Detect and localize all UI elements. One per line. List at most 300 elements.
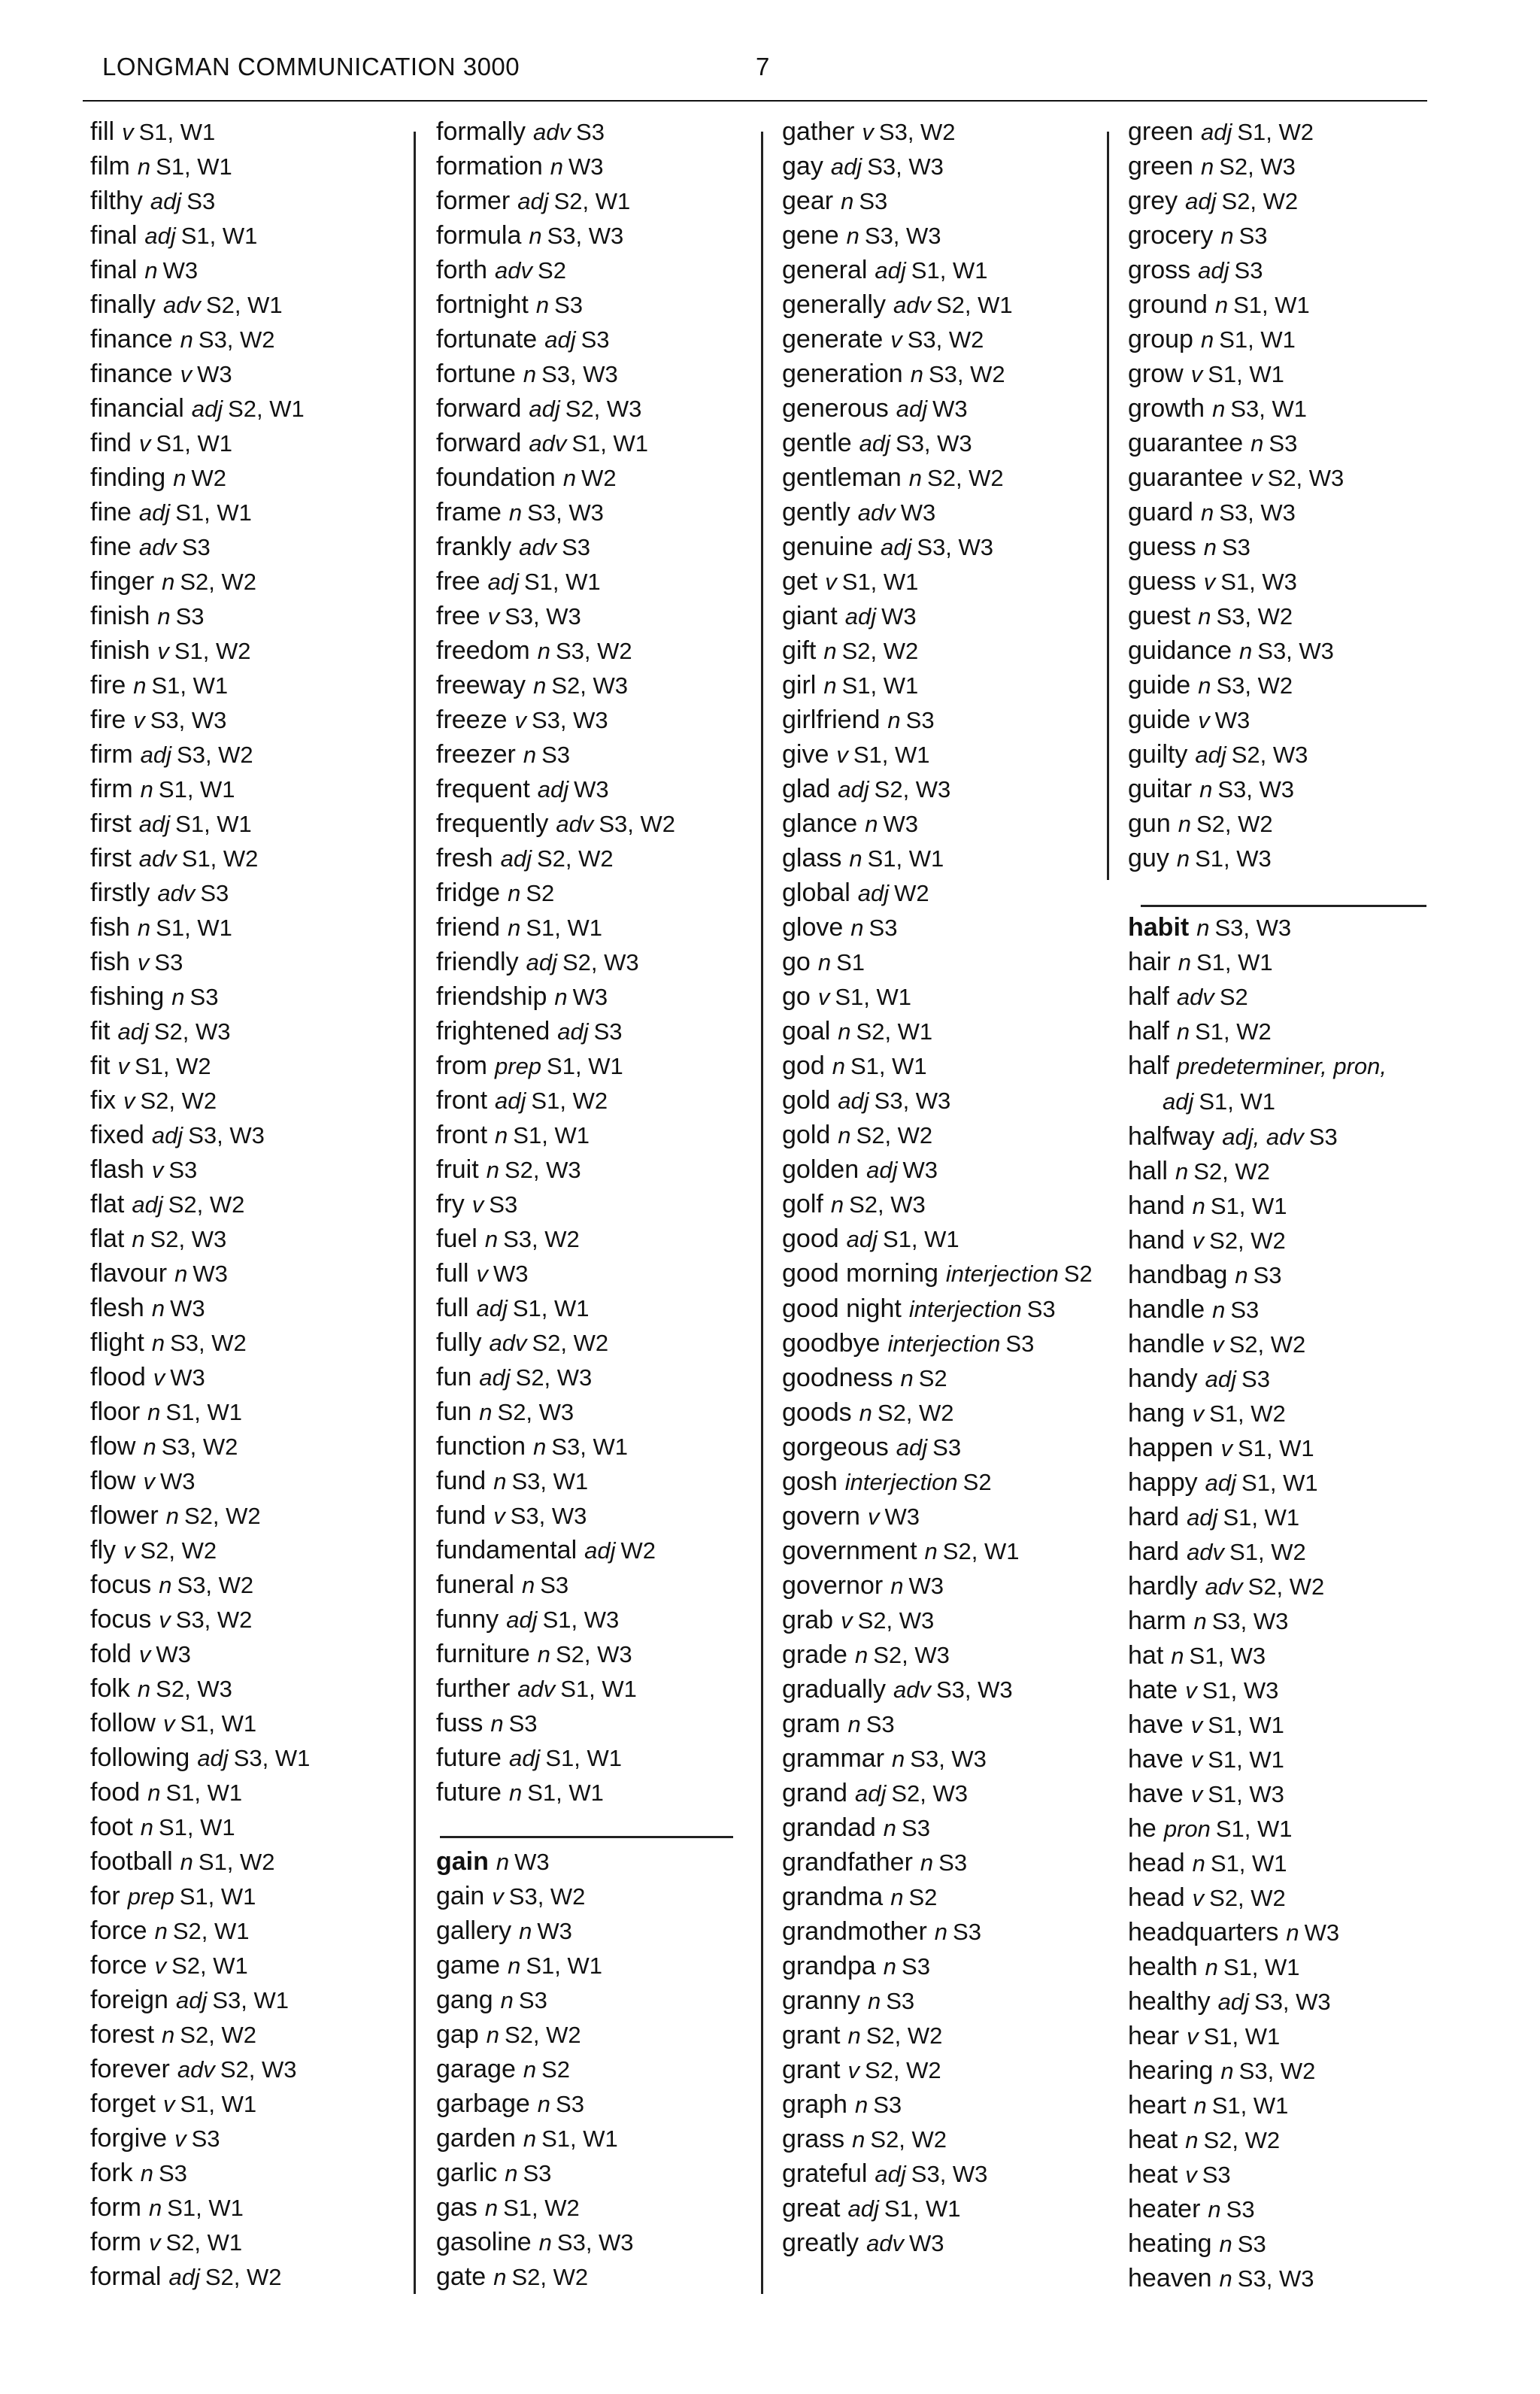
headword: graph [782, 2090, 847, 2119]
frequency-code: S1, W1 [1223, 1954, 1300, 1980]
part-of-speech: adv [1187, 1539, 1225, 1565]
part-of-speech: v [1190, 1746, 1203, 1773]
frequency-code: S3, W2 [508, 1883, 586, 1910]
frequency-code: S1, W1 [1210, 1193, 1287, 1219]
entry-row [782, 1983, 1105, 2018]
frequency-code: S3 [556, 2091, 584, 2117]
frequency-code: S3, W3 [1217, 776, 1294, 803]
entry-row [1128, 1188, 1451, 1223]
frequency-code: S3, W3 [1257, 638, 1334, 664]
frequency-code: S1, W1 [841, 672, 919, 699]
frequency-code: S2 [918, 1365, 947, 1391]
frequency-code: S2, W3 [551, 672, 628, 699]
entry-row [782, 702, 1105, 737]
entry-row [436, 1983, 759, 2017]
headword: good night [782, 1294, 902, 1323]
part-of-speech: n [529, 223, 542, 249]
headword: government [782, 1537, 917, 1565]
entry-row [90, 1775, 414, 1810]
frequency-code: S3, W3 [864, 223, 941, 249]
frequency-code: S3 [200, 880, 229, 906]
headword: health [1128, 1953, 1198, 1981]
part-of-speech: v [1212, 1331, 1224, 1358]
entry-row [1128, 287, 1451, 322]
headword: gain [436, 1847, 489, 1876]
frequency-code: S2 [962, 1469, 992, 1495]
part-of-speech: n [523, 2056, 537, 2083]
frequency-code: S2, W1 [172, 1918, 250, 1944]
frequency-code: S3, W2 [1216, 603, 1293, 630]
frequency-code: S3, W2 [161, 1434, 238, 1460]
frequency-code: S3, W2 [878, 119, 956, 145]
frequency-code: S1, W1 [156, 153, 232, 180]
headword: grandad [782, 1813, 876, 1842]
entry-row [436, 668, 759, 702]
frequency-code: W3 [1304, 1919, 1340, 1946]
entry-row [90, 1913, 414, 1948]
part-of-speech: adj [526, 949, 557, 976]
part-of-speech: v [867, 1503, 880, 1530]
entry-row [1128, 1154, 1451, 1188]
part-of-speech: n [533, 1434, 547, 1460]
entry-row [90, 1706, 414, 1740]
frequency-code: S1, W1 [167, 2195, 244, 2221]
frequency-code: S1, W1 [151, 672, 229, 699]
headword: giant [782, 602, 838, 630]
part-of-speech: adj [544, 326, 576, 353]
part-of-speech: adv [489, 1330, 527, 1356]
headword: gas [436, 2193, 477, 2222]
frequency-code: S1, W1 [1223, 1504, 1300, 1531]
headword: fire [90, 705, 126, 734]
frequency-code: S2 [1063, 1261, 1093, 1287]
part-of-speech: n [484, 1226, 499, 1252]
entry-row [436, 1948, 759, 1983]
entry-row [90, 391, 414, 426]
frequency-code: W3 [162, 257, 199, 284]
frequency-code: S3 [554, 292, 584, 318]
headword: food [90, 1778, 141, 1807]
part-of-speech: adv [533, 119, 571, 145]
headword: gram [782, 1710, 841, 1738]
part-of-speech: v [157, 638, 169, 664]
frequency-code: W3 [900, 499, 936, 526]
part-of-speech: n [823, 638, 837, 664]
entry-row [1128, 1465, 1451, 1500]
part-of-speech: adj [517, 188, 549, 214]
part-of-speech: n [1219, 2231, 1232, 2257]
entry-row [436, 426, 759, 460]
headword: he [1128, 1814, 1157, 1843]
frequency-code: S2, W1 [228, 396, 305, 422]
frequency-code: S1, W1 [841, 569, 919, 595]
headword: goods [782, 1398, 852, 1427]
headword: grade [782, 1640, 847, 1669]
entry-row [782, 1741, 1105, 1776]
headword: flow [90, 1432, 136, 1461]
headword: fit [90, 1017, 111, 1045]
part-of-speech: interjection [887, 1331, 1001, 1357]
frequency-code: S3 [489, 1191, 518, 1218]
headword: freezer [436, 740, 516, 769]
entry-row [436, 979, 759, 1014]
headword: forth [436, 256, 488, 284]
entry-row [90, 633, 414, 668]
frequency-code: S2, W3 [874, 776, 951, 803]
headword: front [436, 1086, 488, 1115]
entry-row [90, 1810, 414, 1844]
frequency-code: S2 [908, 1884, 938, 1910]
part-of-speech: n [1185, 2127, 1199, 2153]
frequency-code: S2, W2 [532, 1330, 609, 1356]
frequency-code: S2, W2 [511, 2264, 589, 2290]
entry-row [782, 2087, 1105, 2122]
entry-row [782, 564, 1105, 599]
frequency-code: S3, W3 [547, 223, 624, 249]
entry-row [1128, 2053, 1451, 2088]
frequency-code: S3, W1 [551, 1434, 628, 1460]
frequency-code: S3, W3 [188, 1122, 265, 1148]
part-of-speech: n [847, 2022, 861, 2049]
entry-row [782, 1395, 1105, 1430]
entry-row [436, 2086, 759, 2121]
headword: govern [782, 1502, 860, 1531]
part-of-speech: n [505, 2160, 518, 2186]
entry-row [90, 945, 414, 979]
headword: furniture [436, 1640, 530, 1668]
frequency-code: S2, W1 [171, 1953, 248, 1979]
headword: force [90, 1916, 147, 1945]
entry-row [782, 1014, 1105, 1048]
headword: gear [782, 187, 834, 215]
frequency-code: W3 [159, 1468, 196, 1494]
headword: girl [782, 671, 817, 699]
entry-row [436, 1602, 759, 1637]
entry-row [90, 287, 414, 322]
entry-row [1128, 2088, 1451, 2122]
headword: game [436, 1951, 501, 1980]
headword: granny [782, 1986, 860, 2015]
part-of-speech: adj [866, 1157, 898, 1183]
entry-row [90, 1637, 414, 1671]
part-of-speech: v [847, 2057, 859, 2083]
entry-row [1128, 218, 1451, 253]
part-of-speech: n [1200, 326, 1214, 353]
frequency-code: S1, W1 [911, 257, 988, 284]
frequency-code: S2, W2 [870, 2126, 947, 2153]
frequency-code: S3, W3 [935, 1676, 1013, 1703]
frequency-code: S2, W3 [153, 1018, 231, 1045]
frequency-code: S1, W1 [1208, 1712, 1284, 1738]
frequency-code: S1, W3 [1208, 1781, 1284, 1807]
headword: further [436, 1674, 511, 1703]
entry-row [1128, 1431, 1451, 1465]
frequency-code: S3 [873, 2092, 902, 2118]
headword: give [782, 740, 829, 769]
entry-row [1128, 737, 1451, 772]
part-of-speech: v [836, 742, 848, 768]
headword: glance [782, 809, 858, 838]
entry-row [436, 1498, 759, 1533]
part-of-speech: v [133, 707, 145, 733]
entry-row [1128, 1258, 1451, 1292]
entry-row [436, 2017, 759, 2052]
frequency-code: W3 [1214, 707, 1250, 733]
entry-row [782, 426, 1105, 460]
part-of-speech: n [1193, 1608, 1207, 1634]
headword: girlfriend [782, 705, 881, 734]
part-of-speech: n [852, 2126, 865, 2153]
frequency-code: S3 [181, 534, 211, 560]
part-of-speech: n [838, 1122, 851, 1148]
frequency-code: S2, W3 [1267, 465, 1344, 491]
part-of-speech: adv [866, 2230, 905, 2256]
frequency-code: W3 [170, 1364, 205, 1391]
headword: form [90, 2193, 141, 2222]
part-of-speech: adj [1205, 1366, 1237, 1392]
part-of-speech: adj [197, 1745, 229, 1771]
part-of-speech: adj [1185, 188, 1217, 214]
frequency-code: S3 [158, 2160, 187, 2186]
frequency-code: S2, W2 [180, 2022, 256, 2048]
headword: fit [90, 1051, 111, 1080]
frequency-code: S1, W1 [1211, 2092, 1289, 2119]
headword: happy [1128, 1468, 1198, 1497]
entry-row [90, 2259, 414, 2294]
frequency-code: S3, W3 [1254, 1989, 1331, 2015]
headword: handy [1128, 1364, 1198, 1393]
frequency-code: S3, W3 [541, 361, 618, 387]
entry-row [436, 1913, 759, 1948]
part-of-speech: adj [168, 2264, 200, 2290]
part-of-speech: v [493, 1503, 505, 1529]
entry-row [436, 772, 759, 806]
headword: function [436, 1432, 526, 1461]
headword: guarantee [1128, 429, 1244, 457]
entry-row [1128, 322, 1451, 357]
frequency-code: S1, W1 [1215, 1816, 1293, 1842]
entry-row [436, 1706, 759, 1740]
entry-row [436, 529, 759, 564]
headword: former [436, 187, 511, 215]
entry-row [782, 2191, 1105, 2226]
part-of-speech: adj [117, 1018, 149, 1045]
frequency-code: S1, W2 [503, 2195, 580, 2221]
headword: goal [782, 1017, 831, 1045]
frequency-code: S2, W2 [865, 2057, 941, 2083]
entry-row [782, 1048, 1105, 1083]
frequency-code: W3 [909, 2230, 944, 2256]
headword: gather [782, 117, 855, 146]
entry-row [1128, 1638, 1451, 1673]
entry-row [436, 1740, 759, 1775]
headword: finance [90, 325, 173, 353]
headword: focus [90, 1605, 152, 1634]
entry-row [90, 1602, 414, 1637]
frequency-code: W3 [881, 603, 917, 630]
headword: fresh [436, 844, 493, 872]
headword: greatly [782, 2229, 859, 2257]
entry-row [436, 322, 759, 357]
frequency-code: S1, W1 [1219, 326, 1296, 353]
entry-row [1128, 1292, 1451, 1327]
entry-row [436, 2190, 759, 2225]
headword: first [90, 809, 132, 838]
entry-row [782, 253, 1105, 287]
headword: grand [782, 1779, 847, 1807]
headword: fish [90, 913, 130, 942]
entry-row [436, 1775, 759, 1810]
headword: hand [1128, 1226, 1185, 1255]
entry-row [1128, 979, 1451, 1014]
part-of-speech: n [850, 915, 864, 941]
headword: gap [436, 2020, 479, 2049]
part-of-speech: n [174, 1261, 188, 1287]
part-of-speech: n [154, 1918, 168, 1944]
frequency-code: S3, W2 [928, 361, 1005, 387]
part-of-speech: n [1200, 499, 1214, 526]
headword: grey [1128, 187, 1178, 215]
entry-row [782, 1221, 1105, 1256]
frequency-code: S3, W2 [907, 326, 984, 353]
entry-row [782, 2053, 1105, 2087]
frequency-code: S3, W2 [170, 1330, 247, 1356]
entry-row [90, 702, 414, 737]
part-of-speech: v [1198, 707, 1210, 733]
frequency-code: S3, W1 [1230, 396, 1307, 422]
headword: freeze [436, 705, 508, 734]
part-of-speech: adv [893, 1676, 931, 1703]
column-divider [1107, 132, 1109, 880]
frequency-code: S1, W1 [547, 1053, 623, 1079]
entry-row [90, 2225, 414, 2259]
entry-row [436, 737, 759, 772]
part-of-speech: n [523, 2125, 537, 2152]
entry-row [782, 1534, 1105, 1568]
headword: grass [782, 2125, 845, 2153]
headword: good [782, 1224, 839, 1253]
headword: half [1128, 1051, 1169, 1080]
frequency-code: S1, W1 [1199, 1088, 1276, 1115]
entry-row [1128, 599, 1451, 633]
frequency-code: S1, W1 [526, 915, 602, 941]
part-of-speech: n [180, 326, 193, 353]
part-of-speech: n [1200, 153, 1214, 180]
part-of-speech: n [1208, 2196, 1221, 2223]
headword: future [436, 1778, 502, 1807]
frequency-code: W3 [908, 1573, 944, 1599]
entry-row [1128, 910, 1451, 945]
frequency-code: S1, W1 [138, 119, 216, 145]
headword: firm [90, 775, 133, 803]
part-of-speech: n [1212, 1297, 1226, 1323]
entry-row [1128, 1223, 1451, 1258]
frequency-code: S3, W3 [150, 707, 227, 733]
column-divider [414, 132, 416, 2294]
frequency-code: S3, W3 [527, 499, 604, 526]
entry-row [90, 1498, 414, 1533]
headword: heat [1128, 2125, 1178, 2154]
frequency-code: S2, W2 [1209, 1227, 1286, 1254]
headword: finance [90, 360, 173, 388]
entry-row [90, 599, 414, 633]
part-of-speech: adv [529, 430, 567, 457]
entry-row [782, 979, 1105, 1014]
frequency-code: S3 [1308, 1124, 1338, 1150]
entry-row [90, 2190, 414, 2225]
part-of-speech: n [493, 1468, 507, 1494]
headword: global [782, 878, 850, 907]
part-of-speech: adv [162, 292, 201, 318]
entry-row [90, 806, 414, 841]
entry-row [1128, 1673, 1451, 1707]
entry-row [1128, 2261, 1451, 2295]
headword: heating [1128, 2229, 1212, 2258]
frequency-code: S2, W2 [140, 1537, 217, 1564]
part-of-speech: n [890, 1884, 904, 1910]
entry-row [1128, 772, 1451, 806]
entry-row [782, 772, 1105, 806]
headword: finger [90, 567, 155, 596]
headword: handle [1128, 1330, 1205, 1358]
entry-row [436, 875, 759, 910]
part-of-speech: adj [495, 1088, 526, 1114]
frequency-code: W3 [493, 1261, 529, 1287]
part-of-speech: v [841, 1607, 853, 1634]
entry-row [782, 1361, 1105, 1395]
frequency-code: S1, W2 [134, 1053, 211, 1079]
part-of-speech: n [867, 1988, 881, 2014]
frequency-code: S3, W3 [917, 534, 994, 560]
headword: gradually [782, 1675, 886, 1704]
entry-row [782, 1430, 1105, 1464]
entry-row [1128, 357, 1451, 391]
entry-row [1128, 529, 1451, 564]
part-of-speech: interjection [844, 1469, 958, 1495]
entry-row [436, 599, 759, 633]
headword: ground [1128, 290, 1208, 319]
part-of-speech: n [1220, 2058, 1234, 2084]
headword: handbag [1128, 1261, 1228, 1289]
part-of-speech: n [140, 776, 153, 803]
part-of-speech: n [1198, 672, 1211, 699]
part-of-speech: v [138, 430, 151, 457]
headword: grow [1128, 360, 1184, 388]
entry-row [436, 1637, 759, 1671]
part-of-speech: v [154, 1953, 167, 1979]
part-of-speech: n [841, 188, 854, 214]
entry-row [436, 2259, 759, 2294]
frequency-code: S2, W2 [841, 638, 919, 664]
part-of-speech: n [132, 1226, 145, 1252]
entry-row [782, 1637, 1105, 1672]
entry-row [1128, 702, 1451, 737]
frequency-code: S3 [1221, 534, 1250, 560]
frequency-code: S3 [540, 1572, 569, 1598]
entry-row [436, 1256, 759, 1291]
part-of-speech: predeterminer, pron, adj [1163, 1053, 1387, 1115]
part-of-speech: adj [144, 223, 176, 249]
entry-row [436, 184, 759, 218]
headword: grandfather [782, 1848, 913, 1877]
headword: final [90, 256, 138, 284]
headword: golf [782, 1190, 823, 1218]
headword: finding [90, 463, 166, 492]
headword: flat [90, 1190, 125, 1218]
headword: gasoline [436, 2228, 532, 2256]
part-of-speech: n [883, 1953, 897, 1980]
entry-row [436, 1014, 759, 1048]
